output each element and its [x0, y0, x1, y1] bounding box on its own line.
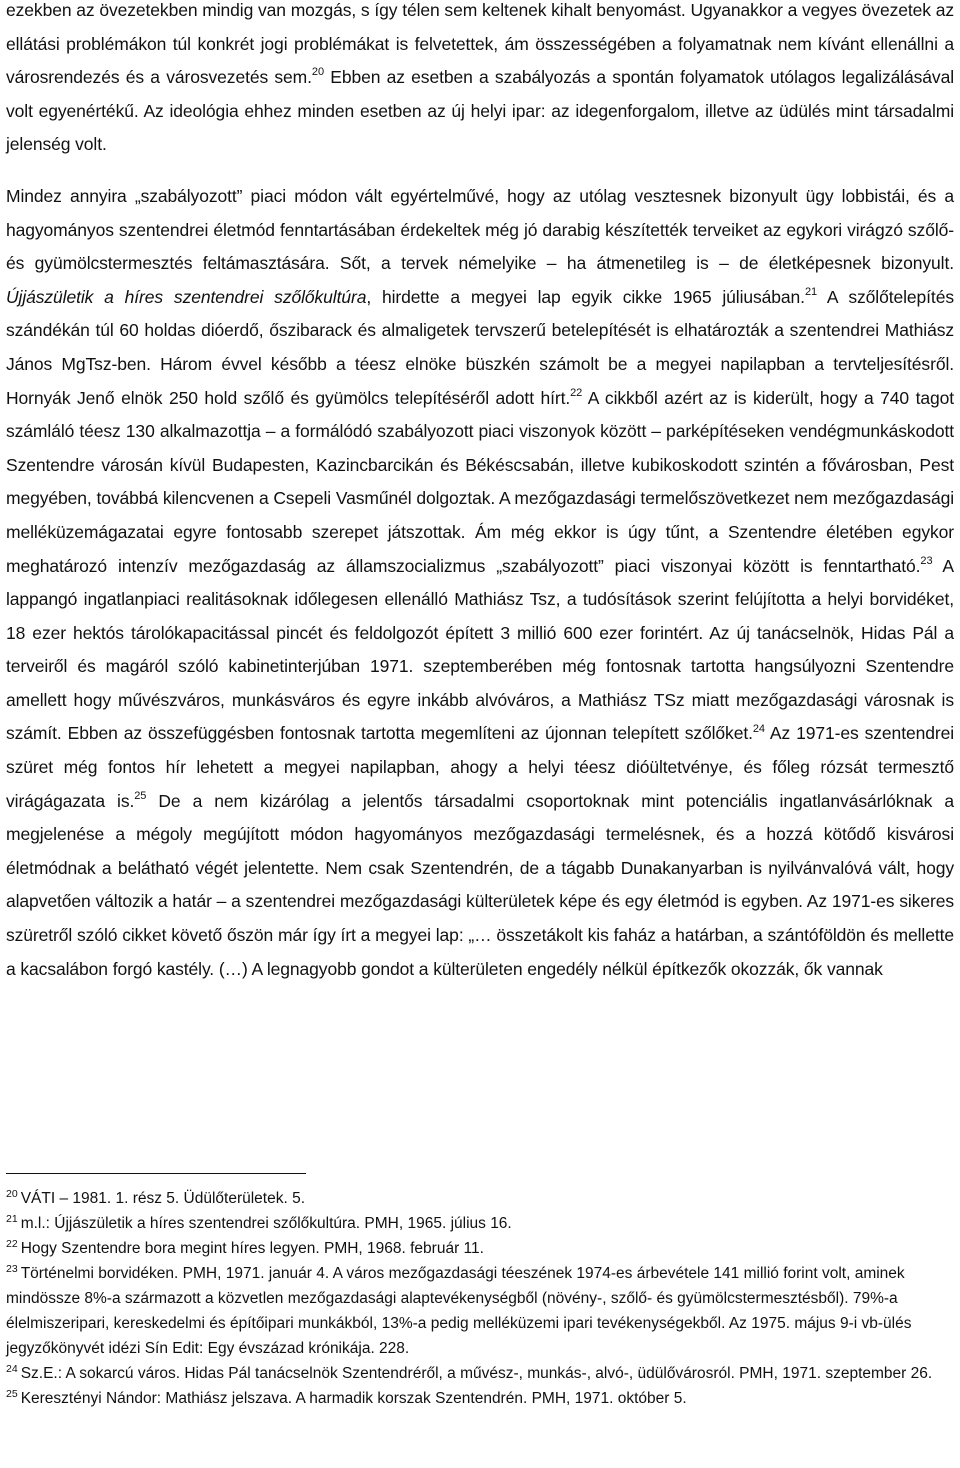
paragraph-text: A lappangó ingatlanpiaci realitásoknak időlegesen ellenálló Mathiász Tsz, a tudósítások szerint felújította a helyi borvidéket, 18 ezer hektós tárolókapacitással pincét és feldolgozót épített 3 millió 600 ezer forintért. Az új tanácselnök, Hidas Pál a terveiről és magáról szóló kabinetinterjúban 1971. szeptemberében még fontosnak tartotta hangsúlyozni Szentendre amellett hogy művészváros, munkásváros és egyre inkább alvóváros, a Mathiász TSz miatt mezőgazdasági városnak is számít. Ebben az összefüggésben fontosnak tartotta megemlíteni az újonnan telepített szőlőket.: [6, 555, 954, 744]
footnote-separator: [6, 1173, 306, 1174]
footnote-reference-22[interactable]: 22: [570, 386, 583, 399]
paragraph-text: , hirdette a megyei lap egyik cikke 1965 júliusában.: [366, 286, 805, 307]
paragraph-text: A szőlőtelepítés szándékán túl 60 holdas dióerdő, őszibarack és almaligetek tervszerű betelepítését is elhatározták a szentendrei Mathiász János MgTsz-ben. Három évvel később a téesz elnöke büszkén számolt be a megyei napilapban a tervteljesítésről. Hornyák Jenő elnök 250 hold szőlő és gyümölcs telepítéséről adott hírt.: [6, 286, 954, 408]
footnote-20: [6, 1186, 954, 1211]
footnote-number: 25: [6, 1387, 18, 1400]
footnote-text: Sz.E.: A sokarcú város. Hidas Pál tanácselnök Szentendréről, a művész-, munkás-, alvó-, üdülővárosról. PMH, 1971. szeptember 26.: [20, 1365, 933, 1382]
footnote-number: 20: [6, 1187, 18, 1200]
footnote-reference-23[interactable]: 23: [920, 554, 933, 567]
footnote-text: Hogy Szentendre bora megint híres legyen. PMH, 1968. február 11.: [20, 1240, 484, 1257]
paragraph-text: ezekben az övezetekben mindig van mozgás, s így télen sem keltenek kihalt benyomást. Ugyanakkor a vegyes övezetek az ellátási problémákon túl konkrét jogi problémákat is felvetettek, ám összességében a folyamatnak nem kívánt ellenállni a városrendezés és a városvezetés sem.: [6, 0, 954, 88]
footnote-21: [6, 1211, 954, 1236]
article-title-italic: Újjászületik a híres szentendrei szőlőkultúra: [6, 286, 367, 307]
footnote-reference-24[interactable]: 24: [752, 722, 765, 735]
footnote-number: 23: [6, 1262, 18, 1275]
paragraph-text: Mindez annyira „szabályozott” piaci módon vált egyértelművé, hogy az utólag vesztesnek bizonyult ügy lobbistái, és a hagyományos szentendrei életmód fenntartásában érdekeltek még jó darabig készítették terveiket az egykori virágzó szőlő- és gyümölcstermesztés feltámasztására. Sőt, a tervek némelyike – ha átmenetileg is – de életképesnek bizonyult.: [6, 185, 954, 274]
footnote-number: 24: [6, 1362, 18, 1375]
footnote-23: [6, 1261, 954, 1361]
page-body: [6, 0, 954, 986]
footnote-25: [6, 1386, 954, 1411]
footnote-reference-20[interactable]: 20: [311, 66, 324, 79]
footnote-24: [6, 1361, 954, 1386]
footnote-22: [6, 1236, 954, 1261]
footnote-text: VÁTI – 1981. 1. rész 5. Üdülőterületek. 5.: [20, 1190, 306, 1207]
footnotes: [6, 1186, 954, 1411]
paragraph-text: Az 1971-es szentendrei szüret még fontos hír lehetett a megyei napilapban, ahogy a helyi téesz dióültetvénye, és főleg rózsát termesztő virágágazata is.: [6, 723, 954, 811]
paragraph-text: Ebben az esetben a szabályozás a spontán folyamatok utólagos legalizálásával volt egyenértékű. Az ideológia ehhez minden esetben az új helyi ipar: az idegenforgalom, illetve az üdülés mint társadalmi jelenség volt.: [6, 67, 954, 155]
footnote-number: 21: [6, 1212, 18, 1225]
paragraph-2: [6, 180, 954, 986]
paragraph-text: De a nem kizárólag a jelentős társadalmi csoportoknak mint potenciális ingatlanvásárlóknak a megjelenése a mégoly megújított módon hagyományos mezőgazdasági termelésnek, és a hozzá kötődő kisvárosi életmódnak a belátható végét jelentette. Nem csak Szentendrén, de a tágabb Dunakanyarban is nyilvánvalóvá vált, hogy alapvetően változik a határ – a szentendrei mezőgazdasági külterületek képe és egy életmód is egyben. Az 1971-es sikeres szüretről szóló cikket követő őszön már így írt a megyei lap: „… összetákolt kis faház a határban, a szántóföldön és mellette a kacsalábon forgó kastély. (…) A legnagyobb gondot a külterületen engedély nélkül építkezők okozzák, ők vannak: [6, 790, 955, 979]
footnote-reference-25[interactable]: 25: [134, 789, 147, 802]
footnote-text: Keresztényi Nándor: Mathiász jelszava. A harmadik korszak Szentendrén. PMH, 1971. október 5.: [20, 1390, 687, 1407]
paragraph-text: A cikkből azért az is kiderült, hogy a 740 tagot számláló téesz 130 alkalmazottja – a formálódó szabályozott piaci viszonyok között – parképítéseken vendégmunkáskodott Szentendre városán kívül Budapesten, Kazincbarcikán és Békéscsabán, illetve kubikoskodott szintén a fővárosban, Pest megyében, továbbá kilencvenen a Csepeli Vasműnél dolgoztak. A mezőgazdasági termelőszövetkezet nem mezőgazdasági melléküzemágazatai egyre fontosabb szerepet játszottak. Ám még ekkor is úgy tűnt, a Szentendre életében egykor meghatározó intenzív mezőgazdaság az államszocializmus „szabályozott” piaci viszonyai között is fenntartható.: [6, 387, 954, 576]
footnote-text: m.l.: Újjászületik a híres szentendrei szőlőkultúra. PMH, 1965. július 16.: [20, 1215, 512, 1232]
footnote-reference-21[interactable]: 21: [804, 285, 817, 298]
footnote-number: 22: [6, 1237, 18, 1250]
footnote-text: Történelmi borvidéken. PMH, 1971. január 4. A város mezőgazdasági téeszének 1974-es árbevétele 141 millió forint volt, aminek mindössze 8%-a származott a közvetlen mezőgazdasági alaptevékenységből (növény-, szőlő- és gyümölcstermesztésből). 79%-a élelmiszeripari, kereskedelmi és építőipari munkákból, 13%-a pedig melléküzemi ipari tevékenységekből. Az 1975. május 9-i vb-ülés jegyzőkönyvét idézi Sín Edit: Egy évszázad krónikája. 228.: [6, 1265, 912, 1357]
paragraph-1: [6, 0, 954, 162]
